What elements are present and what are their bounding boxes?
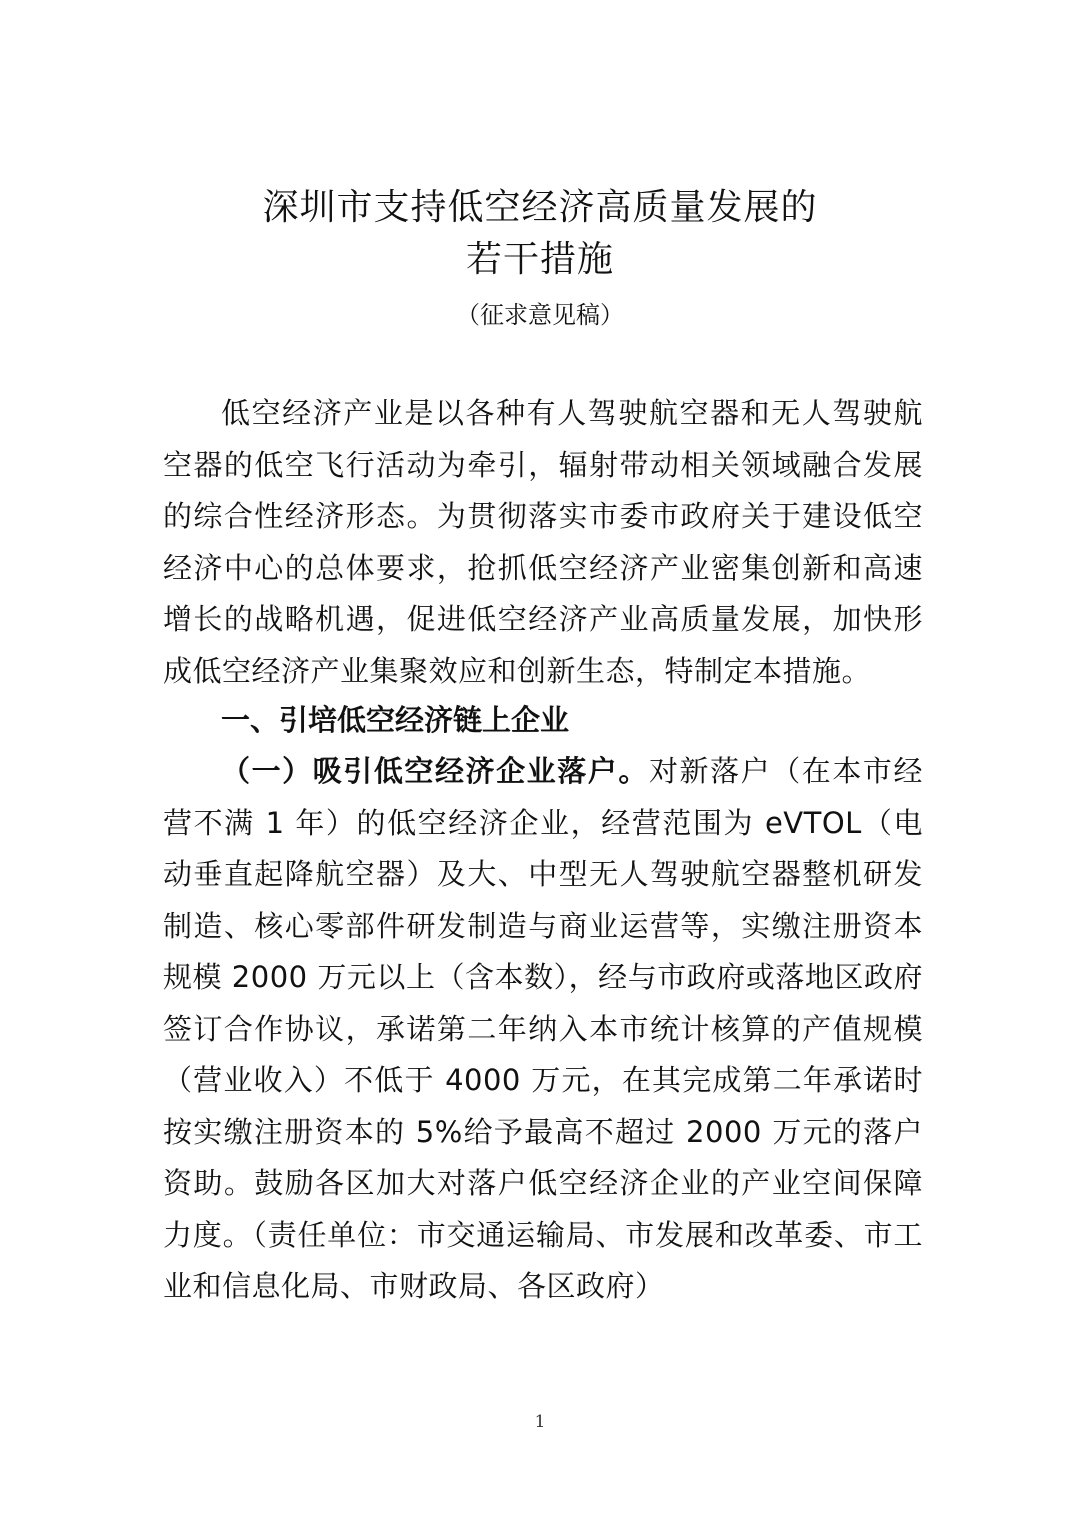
page-number: 1 xyxy=(534,1412,546,1432)
document-title-line-1: 深圳市支持低空经济高质量发展的 xyxy=(262,187,818,228)
item-1-body: 对新落户（在本市经营不满 1 年）的低空经济企业，经营范围为 eVTOL（电动垂直起降航空器）及大、中型无人驾驶航空器整机研发制造、核心零部件研发制造与商业运营等，实缴注册资本规模 2000 万元以上（含本数），经与市政府或落地区政府签订合作协议，承诺第二年纳入本市统计核算的产值规模（营业收入）不低于 4000 万元，在其完成第二年承诺时按实缴注册资本的 5%给予最高不超过 2000 万元的落户资助。鼓励各区加大对落户低空经济企业的产业空间保障力度。（责任单位：市交通运输局、市发展和改革委、市工业和信息化局、市财政局、各区政府） xyxy=(163,754,923,1303)
document-subtitle: （征求意见稿） xyxy=(456,301,624,329)
item-1-lead: （一）吸引低空经济企业落户。 xyxy=(221,754,649,788)
intro-paragraph: 低空经济产业是以各种有人驾驶航空器和无人驾驶航空器的低空飞行活动为牵引，辐射带动相关领域融合发展的综合性经济形态。为贯彻落实市委市政府关于建设低空经济中心的总体要求，抢抓低空经济产业密集创新和高速增长的战略机遇，促进低空经济产业高质量发展，加快形成低空经济产业集聚效应和创新生态，特制定本措施。 xyxy=(163,396,923,688)
item-1-paragraph xyxy=(163,746,923,1313)
document-title-line-2: 若干措施 xyxy=(465,239,614,280)
section-heading-1: 一、引培低空经济链上企业 xyxy=(221,703,570,737)
